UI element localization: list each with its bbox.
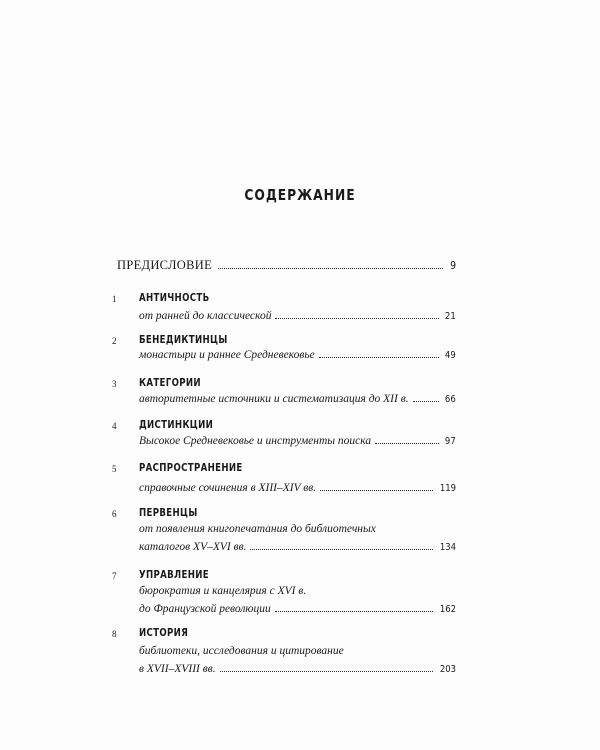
chapter-number: 1 (112, 294, 117, 304)
chapter-subtitle: каталогов XV–XVI вв. (139, 541, 247, 553)
chapter-number: 4 (112, 421, 117, 431)
chapter-subtitle: авторитетные источники и систематизация до XII в. (139, 393, 409, 405)
chapter-subtitle: до Французской революции (139, 603, 271, 615)
chapter-title: КАТЕГОРИИ (139, 377, 201, 389)
chapter-title: ПЕРВЕНЦЫ (139, 507, 198, 519)
chapter-subtitle: библиотеки, исследования и цитирование (139, 645, 344, 657)
chapter-title: ИСТОРИЯ (139, 627, 189, 639)
chapter-subtitle: от ранней до классической (139, 310, 272, 322)
chapter-subtitle-line (139, 603, 456, 615)
chapter-subtitle-line (139, 393, 456, 405)
chapter-page-number: 21 (445, 311, 456, 322)
chapter-title: АНТИЧНОСТЬ (139, 292, 210, 304)
chapter-title: ДИСТИНКЦИИ (139, 419, 214, 431)
dot-leader (413, 401, 440, 402)
chapter-number: 8 (112, 629, 117, 639)
toc-preface-entry[interactable] (117, 258, 456, 273)
chapter-page-number: 49 (445, 350, 456, 361)
chapter-subtitle: от появления книгопечатания до библиотечных (139, 523, 376, 535)
chapter-page-number: 203 (439, 664, 456, 675)
chapter-subtitle-line (139, 435, 456, 447)
toc-title: СОДЕРЖАНИЕ (244, 186, 356, 204)
chapter-subtitle-line (139, 523, 456, 535)
dot-leader (319, 357, 440, 358)
chapter-subtitle-line (139, 310, 456, 322)
dot-leader (250, 549, 432, 550)
preface-page-number: 9 (449, 259, 456, 272)
chapter-page-number: 97 (445, 436, 456, 447)
chapter-subtitle: Высокое Средневековье и инструменты поиска (139, 435, 372, 447)
chapter-subtitle-line (139, 541, 456, 553)
chapter-subtitle-line (139, 482, 456, 494)
chapter-page-number: 119 (439, 483, 456, 494)
chapter-page-number: 66 (445, 394, 456, 405)
chapter-subtitle: бюрократия и канцелярия с XVI в. (139, 585, 307, 597)
chapter-subtitle-line (139, 663, 456, 675)
dot-leader (375, 443, 439, 444)
chapter-number: 3 (112, 379, 117, 389)
chapter-subtitle: в XVII–XVIII вв. (139, 663, 216, 675)
chapter-title: УПРАВЛЕНИЕ (139, 569, 209, 581)
chapter-subtitle-line (139, 349, 456, 361)
chapter-subtitle: монастыри и раннее Средневековье (139, 349, 315, 361)
chapter-subtitle: справочные сочинения в XIII–XIV вв. (139, 482, 317, 494)
chapter-number: 2 (112, 336, 117, 346)
dot-leader (275, 318, 439, 319)
chapter-number: 7 (112, 571, 117, 581)
chapter-subtitle-line (139, 645, 456, 657)
dot-leader (220, 671, 433, 672)
dot-leader (320, 490, 433, 491)
chapter-number: 6 (112, 509, 117, 519)
dot-leader (218, 268, 443, 269)
chapter-title: РАСПРОСТРАНЕНИЕ (139, 462, 243, 474)
dot-leader (275, 611, 433, 612)
chapter-page-number: 134 (439, 542, 456, 553)
chapter-title: БЕНЕДИКТИНЦЫ (139, 334, 228, 346)
chapter-page-number: 162 (439, 604, 456, 615)
chapter-number: 5 (112, 464, 117, 474)
chapter-subtitle-line (139, 585, 456, 597)
preface-label: ПРЕДИСЛОВИЕ (117, 258, 212, 272)
